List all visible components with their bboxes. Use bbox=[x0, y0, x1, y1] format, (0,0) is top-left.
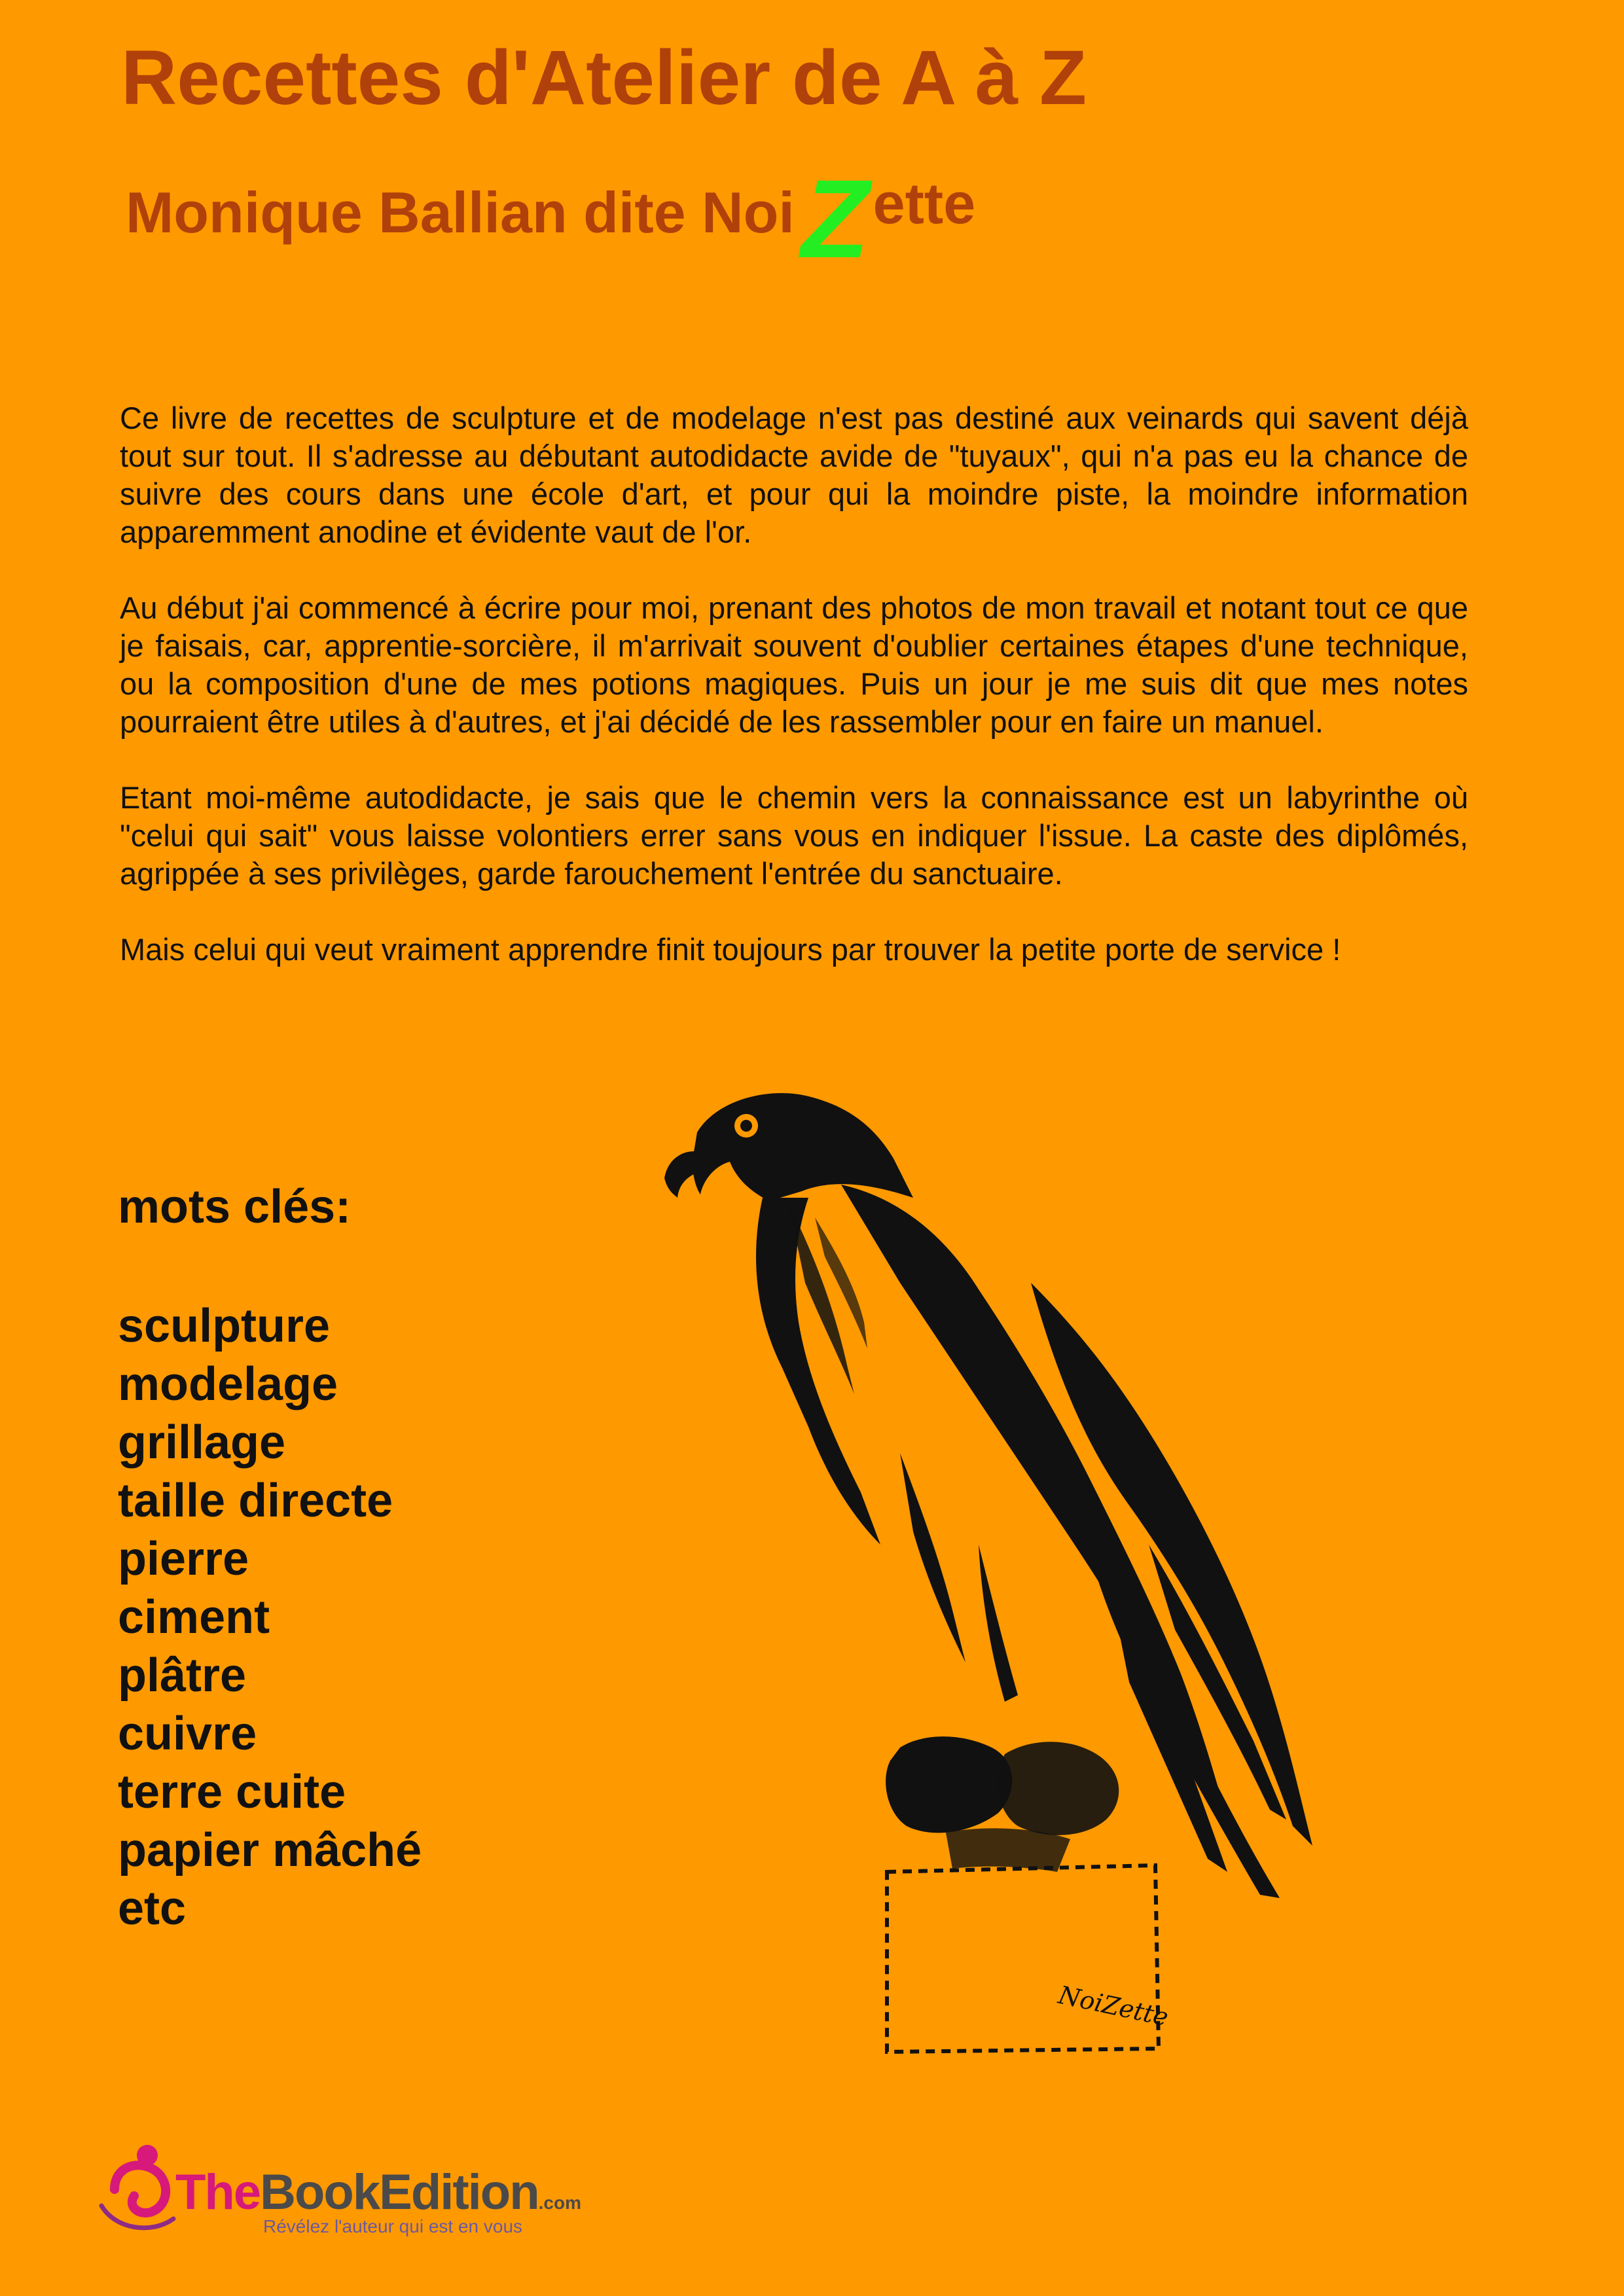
keyword-item: plâtre bbox=[118, 1649, 247, 1702]
publisher-name-the: The bbox=[175, 2164, 261, 2220]
publisher-tagline: Révélez l'auteur qui est en vous bbox=[263, 2216, 523, 2236]
keyword-item: terre cuite bbox=[118, 1766, 346, 1818]
keyword-item: cuivre bbox=[118, 1708, 257, 1760]
author-name bbox=[126, 157, 976, 281]
publisher-name-book: BookEdition bbox=[260, 2164, 539, 2220]
keyword-item: etc bbox=[118, 1882, 187, 1935]
intro-paragraph: Etant moi-même autodidacte, je sais que le chemin vers la connaissance est un labyrinthe où "celui qui sait" vous laisse volontiers errer sans vous en indiquer l'issue. La caste des diplômés, agrippée à ses privilèges, garde farouchement l'entrée du sanctuaire. bbox=[120, 780, 1468, 891]
keyword-item: sculpture bbox=[118, 1300, 331, 1352]
keyword-item: taille directe bbox=[118, 1475, 393, 1527]
intro-paragraph: Ce livre de recettes de sculpture et de modelage n'est pas destiné aux veinards qui savent déjà tout sur tout. Il s'adresse au débutant autodidacte avide de "tuyaux", qui n'a pas eu la chance de suivre des cours dans une école d'art, et pour qui la moindre piste, la moindre information apparemment anodine et évidente vaut de l'or. bbox=[120, 401, 1468, 549]
keyword-item: ciment bbox=[118, 1591, 270, 1643]
author-name-end: ette bbox=[873, 171, 976, 236]
keywords-heading: mots clés: bbox=[118, 1181, 352, 1233]
publisher-name-com: .com bbox=[538, 2193, 581, 2213]
book-title: Recettes d'Atelier de A à Z bbox=[121, 35, 1087, 121]
keywords-list bbox=[118, 1297, 422, 1938]
intro-text bbox=[120, 399, 1468, 1007]
intro-paragraph: Mais celui qui veut vraiment apprendre finit toujours par trouver la petite porte de service ! bbox=[120, 932, 1341, 967]
keyword-item: modelage bbox=[118, 1358, 338, 1410]
keyword-item: papier mâché bbox=[118, 1824, 422, 1876]
keyword-item: pierre bbox=[118, 1533, 249, 1585]
signature: NoiZette bbox=[1056, 1980, 1171, 2032]
keyword-item: grillage bbox=[118, 1416, 286, 1469]
intro-paragraph: Au début j'ai commencé à écrire pour moi, prenant des photos de mon travail et notant tout ce que je faisais, car, apprentie-sorcière, il m'arrivait souvent d'oublier certaines étapes d'une technique, ou la composition d'une de mes potions magiques. Puis un jour je me suis dit que mes notes pourraient être utiles à d'autres, et j'ai décidé de les rassembler pour en faire un manuel. bbox=[120, 590, 1468, 739]
author-name-highlight-letter: Z bbox=[801, 157, 869, 281]
eagle-sculpture-icon bbox=[638, 1086, 1404, 2055]
author-name-start: Monique Ballian dite Noi bbox=[126, 180, 795, 245]
publisher-name bbox=[175, 2164, 581, 2220]
